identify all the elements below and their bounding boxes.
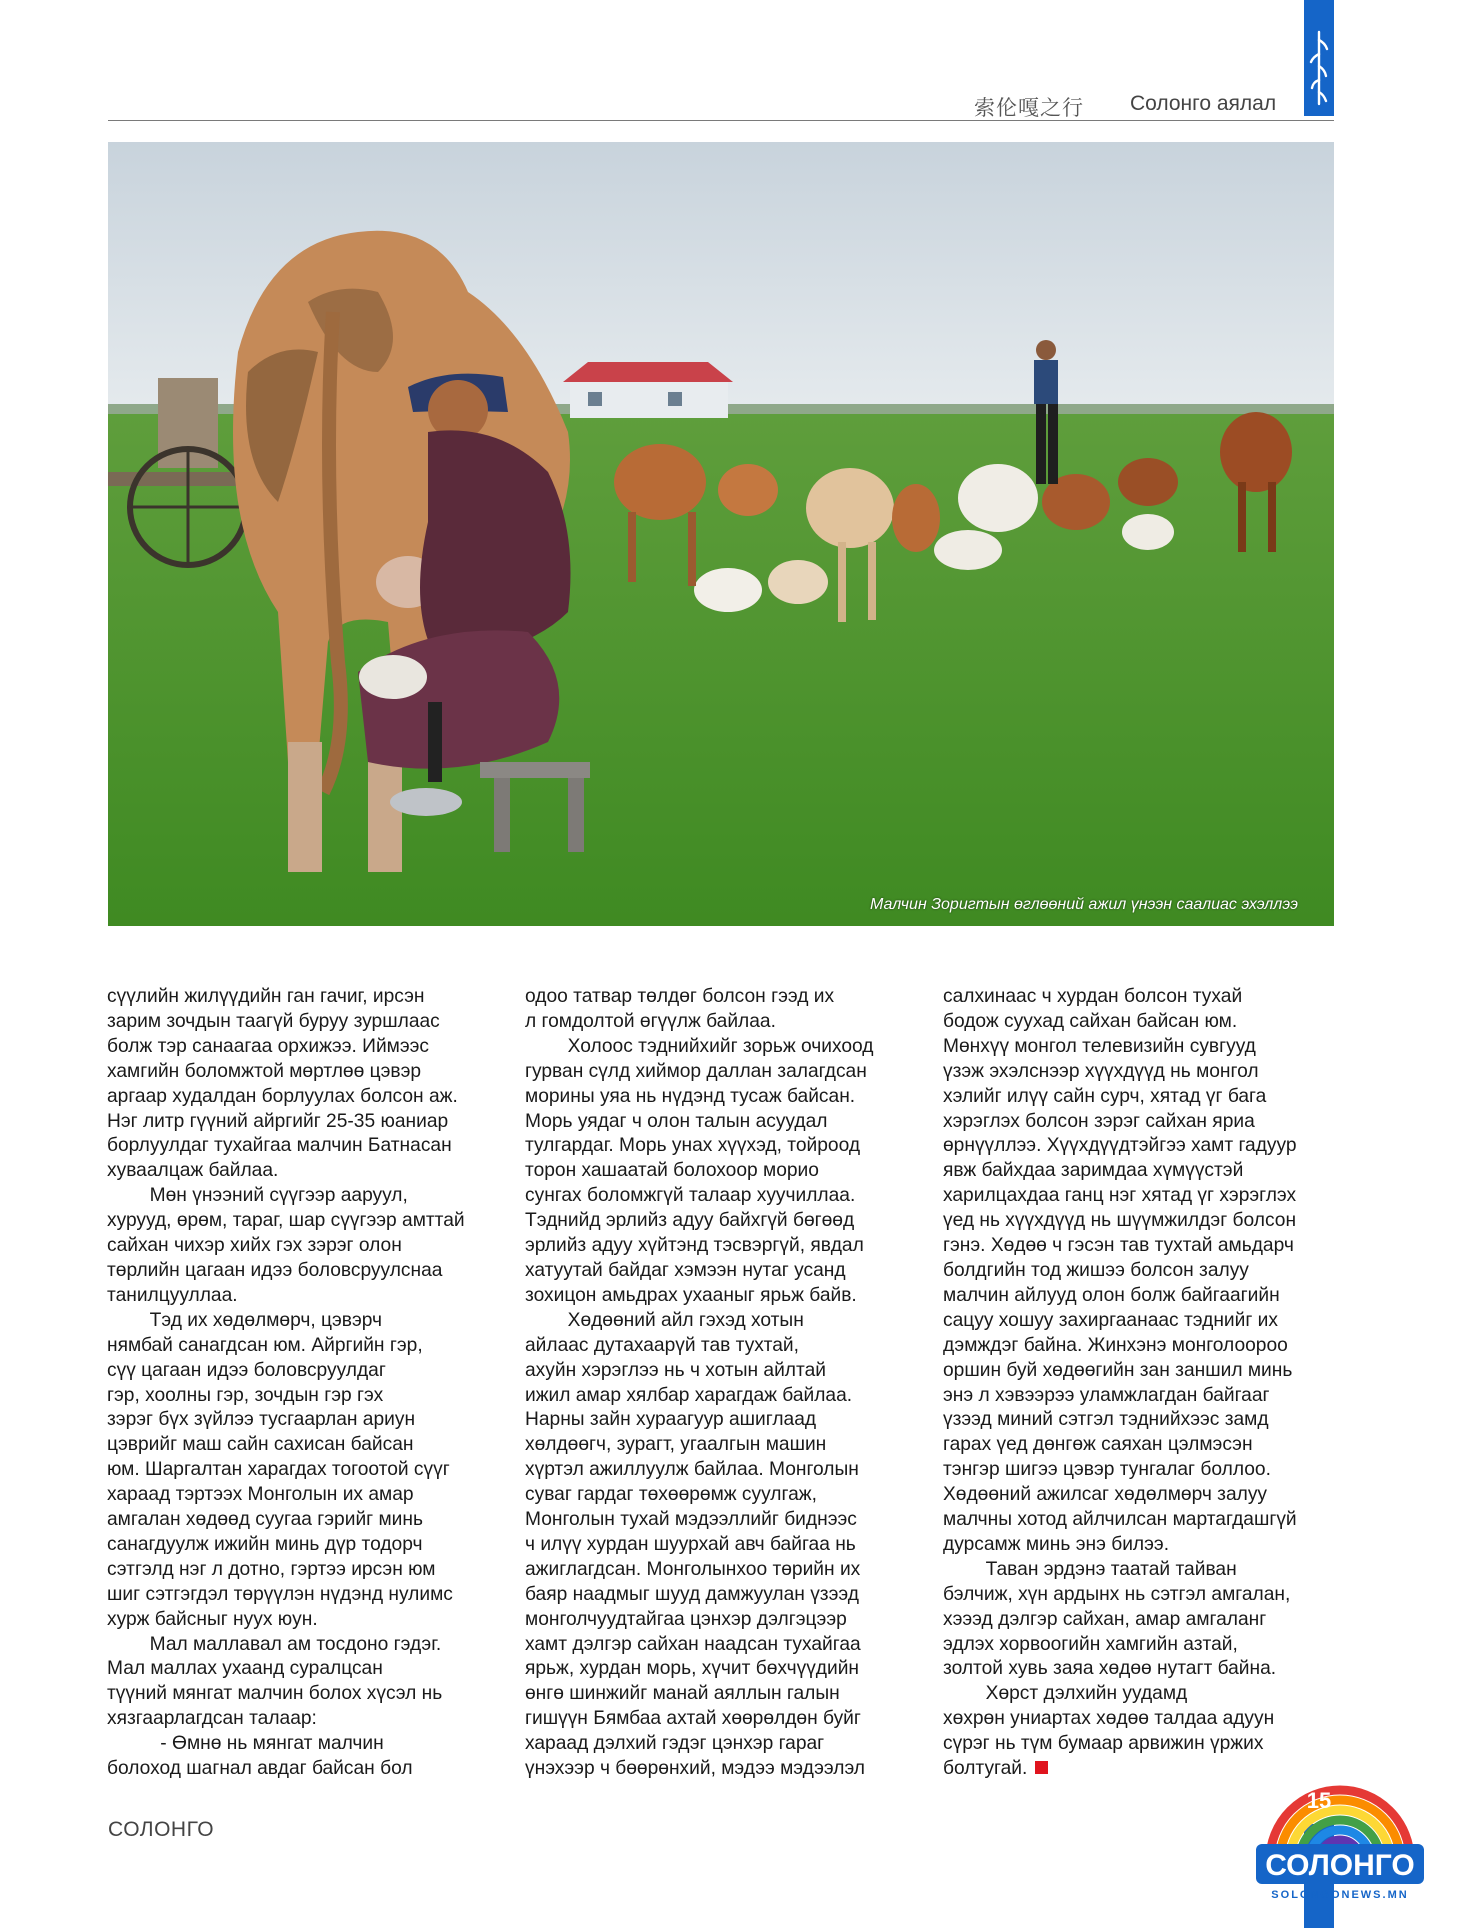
solongo-logo [1250,1780,1430,1902]
article-line: санагдуулж ижийн минь дүр тодорч [107,1533,423,1555]
article-last-line [943,1757,1343,1782]
feature-photo [108,142,1334,926]
article-line: хэээд дэлгэр сайхан, амар амгаланг [943,1608,1267,1630]
article-line: Тэд их хөдөлмөрч, цэвэрч [107,1309,383,1331]
article-line: суваг гардаг төхөөрөмж суулгаж, [525,1484,817,1506]
article-line: хэрэглэх болсон зэрэг сайхан яриа [943,1110,1255,1132]
article-line: малчин айлууд олон болж байгаагийн [943,1284,1280,1306]
article-line: Хөдөөний айл гэхэд хотын [525,1309,804,1331]
article-column-3 [943,985,1343,1782]
article-line: үед нь хүүхдүүд нь шүүмжилдэг болсон [943,1210,1297,1232]
article-line: өрнүүллээ. Хүүхдүүдтэйгээ хамт гадуур [943,1135,1297,1157]
article-column-1 [107,985,507,1782]
article-line: сайхан чихэр хийх гэх зэрэг олон [107,1235,402,1257]
end-of-article-mark [1035,1761,1048,1774]
article-line: хамт дэлгэр сайхан наадсан тухайгаа [525,1633,861,1655]
article-line: хамгийн боломжтой мөртлөө цэвэр [107,1060,422,1082]
article-line: хэлийг илүү сайн сурч, хятад үг бага [943,1085,1267,1107]
article-line: гэнэ. Хөдөө ч гэсэн тав тухтай амьдарч [943,1235,1294,1257]
article-line: энэ л хэвээрээ уламжлагдан байгааг [943,1384,1270,1406]
article-line: сүрэг нь түм бумаар арвижин үржих [943,1733,1264,1755]
article-line: ч илүү хурдан шуурхай авч байгаа нь [525,1533,856,1555]
article-line: хурууд, өрөм, тараг, шар сүүгээр амттай [107,1210,465,1232]
logo-url: SOLONGONEWS.MN [1271,1889,1409,1901]
article-line: одоо татвар төлдөг болсон гээд их [525,986,835,1007]
logo-text: СОЛОНГО [1265,1849,1415,1882]
page-number: 15 [1306,1788,1332,1813]
article-line: сүүлийн жилүүдийн ган гачиг, ирсэн [107,986,425,1007]
article-line: ярьж, хурдан морь, хүчит бөхчүүдийн [525,1658,860,1680]
article-line: Мал маллах ухаанд суралцсан [107,1658,383,1680]
article-line: айлаас дутахаарүй тав тухтай, [525,1334,799,1356]
article-line: Хөдөөний ажилсаг хөдөлмөрч залуу [943,1484,1268,1506]
article-line: юм. Шаргалтан харагдах тогоотой сүүг [107,1459,450,1481]
article-line: хөхрөн униартах хөдөө талдаа адуун [943,1708,1275,1730]
article-line: явж байхдаа заримдаа хүмүүстэй [943,1160,1244,1182]
article-line: өнгө шинжийг манай аяллын галын [525,1683,840,1705]
article-line: хатуутай байдаг хэмээн нутаг усанд [525,1259,846,1281]
article-line: Мал маллавал ам тосдоно гэдэг. [107,1633,442,1655]
article-line: Тэднийд эрлийз адуу байхгүй бөгөөд [525,1210,855,1232]
article-line: Монголын тухай мэдээллийг биднээс [525,1509,857,1531]
article-line: сэтгэлд нэг л дотно, гэртээ ирсэн юм [107,1558,436,1580]
article-line: баяр наадмыг шууд дамжуулан үзээд [525,1583,859,1605]
article-line: золтой хувь заяа хөдөө нутагт байна. [943,1658,1277,1680]
article-line: борлуулдаг тухайгаа малчин Батнасан [107,1135,452,1157]
article-line: монголчуудтайгаа цэнхэр дэлгэцээр [525,1608,847,1630]
article-line: болоход шагнал авдаг байсан бол [107,1758,413,1780]
section-title: Солонго аялал [1130,92,1277,115]
farmhouse [563,362,733,418]
standing-herder [1034,340,1058,484]
article-line: төрлийн цагаан идээ боловсруулснаа [107,1259,443,1281]
article-line: Хөрст дэлхийн уудамд [943,1683,1188,1705]
article-line: ахуйн хэрэглээ нь ч хотын айлтай [525,1359,826,1381]
article-line: сацуу хошуу захиргаанаас тэднийг их [943,1309,1278,1331]
article-line: үзэж эхэлснээр хүүхдүүд нь монгол [943,1060,1259,1082]
article-line: хурж байсныг нуух юун. [107,1608,318,1630]
article-line: салхинаас ч хурдан болсон тухай [943,986,1243,1007]
article-line: хуваалцаж байлаа. [107,1160,279,1182]
article-line: цэврийг маш сайн сахисан байсан [107,1434,414,1456]
article-line: ажиглагдсан. Монголынхоо төрийн их [525,1558,861,1580]
article-line: - Өмнө нь мянгат малчин [107,1733,384,1755]
article-line: зарим зочдын таагүй буруу зуршлаас [107,1010,440,1032]
article-line: гарах үед дөнгөж саяхан цэлмэсэн [943,1434,1253,1456]
article-line: амгалан хөдөөд суугаа гэрийг минь [107,1509,423,1531]
photo-caption: Малчин Зоригтын өглөөний ажил үнээн саалиас эхэллээ [870,896,1298,913]
article-line: сүү цагаан идээ боловсруулдаг [107,1359,386,1381]
article-line: торон хашаатай болохоор морио [525,1160,819,1182]
article-line: хараад тэртээх Монголын их амар [107,1484,414,1506]
article-line: бэлчиж, хүн ардынх нь сэтгэл амгалан, [943,1583,1291,1605]
article-line: ижил амар хялбар харагдаж байлаа. [525,1384,853,1406]
article-line: эдлэх хорвоогийн хамгийн азтай, [943,1633,1238,1655]
footer-brand: СОЛОНГО [108,1818,215,1841]
article-line: үнэхээр ч бөөрөнхий, мэдээ мэдээлэл [525,1758,866,1780]
article-line: аргаар худалдан борлуулах болсон аж. [107,1085,458,1107]
article-line: Холоос тэднийхийг зорьж очихоод [525,1035,874,1057]
article-line: харилцахдаа ганц нэг хятад үг хэрэглэх [943,1185,1297,1207]
article-line: гэр, хоолны гэр, зочдын гэр гэх [107,1384,384,1406]
article-line: гишүүн Бямбаа ахтай хөөрөлдөн буйг [525,1708,861,1730]
article-line: оршин буй хөдөөгийн зан заншил минь [943,1359,1293,1381]
article-line: зэрэг бүх зүйлээ тусгаарлан ариун [107,1409,416,1431]
header-divider [108,120,1334,121]
article-line: дурсамж минь энэ билээ. [943,1533,1170,1555]
article-line: хүртэл ажиллуулж байлаа. Монголын [525,1459,859,1481]
chinese-section-title: 索伦嘎之行 [974,96,1084,120]
milking-scene-illustration [108,142,1334,926]
article-line: сунгах боломжгүй талаар хуучиллаа. [525,1185,856,1207]
article-line: хараад дэлхий гэдэг цэнхэр гараг [525,1733,825,1755]
article-line: Нарны зайн хураагуур ашиглаад [525,1409,817,1431]
article-line: түүний мянгат малчин болох хүсэл нь [107,1683,443,1705]
article-line: нямбай санагдсан юм. Айргийн гэр, [107,1334,423,1356]
article-line: Мөн үнээний сүүгээр ааруул, [107,1185,408,1207]
article-line: болж тэр санаагаа орхижээ. Иймээс [107,1035,430,1057]
article-line: танилцууллаа. [107,1284,238,1306]
article-column-2 [525,985,925,1782]
article-line: Морь уядаг ч олон талын асуудал [525,1110,828,1132]
mongolian-script-title [1308,30,1330,108]
article-line: тэнгэр шигээ цэвэр тунгалаг боллоо. [943,1459,1271,1481]
article-line: болтугай. [943,1758,1028,1780]
article-line: Таван эрдэнэ таатай тайван [943,1558,1237,1580]
article-line: үзээд миний сэтгэл тэднийхээс замд [943,1409,1269,1431]
article-line: эрлийз адуу хүйтэнд тэсвэргүй, явдал [525,1235,864,1257]
article-line: гурван сүлд хиймор даллан залагдсан [525,1060,867,1082]
article-line: шиг сэтгэгдэл төрүүлэн нүдэнд нулимс [107,1583,453,1605]
article-line: бодож суухад сайхан байсан юм. [943,1010,1238,1032]
article-line: Нэг литр гүүний айргийг 25-35 юаниар [107,1110,449,1132]
article-line: малчны хотод айлчилсан мартагдашгүй [943,1509,1297,1531]
article-line: л гомдолтой өгүүлж байлаа. [525,1010,776,1032]
article-line: дэмждэг байна. Жинхэнэ монголоороо [943,1334,1288,1356]
article-line: зохицон амьдрах ухааныг ярьж байв. [525,1284,857,1306]
article-line: Мөнхүү монгол телевизийн сувгууд [943,1035,1256,1057]
article-line: хөлдөөгч, зурагт, угаалгын машин [525,1434,827,1456]
article-line: тулгардаг. Морь унах хүүхэд, тойроод [525,1135,861,1157]
article-line: хязгаарлагдсан талаар: [107,1708,317,1730]
article-line: болдгийн тод жишээ болсон залуу [943,1259,1249,1281]
article-line: морины уяа нь нүдэнд тусаж байсан. [525,1085,856,1107]
